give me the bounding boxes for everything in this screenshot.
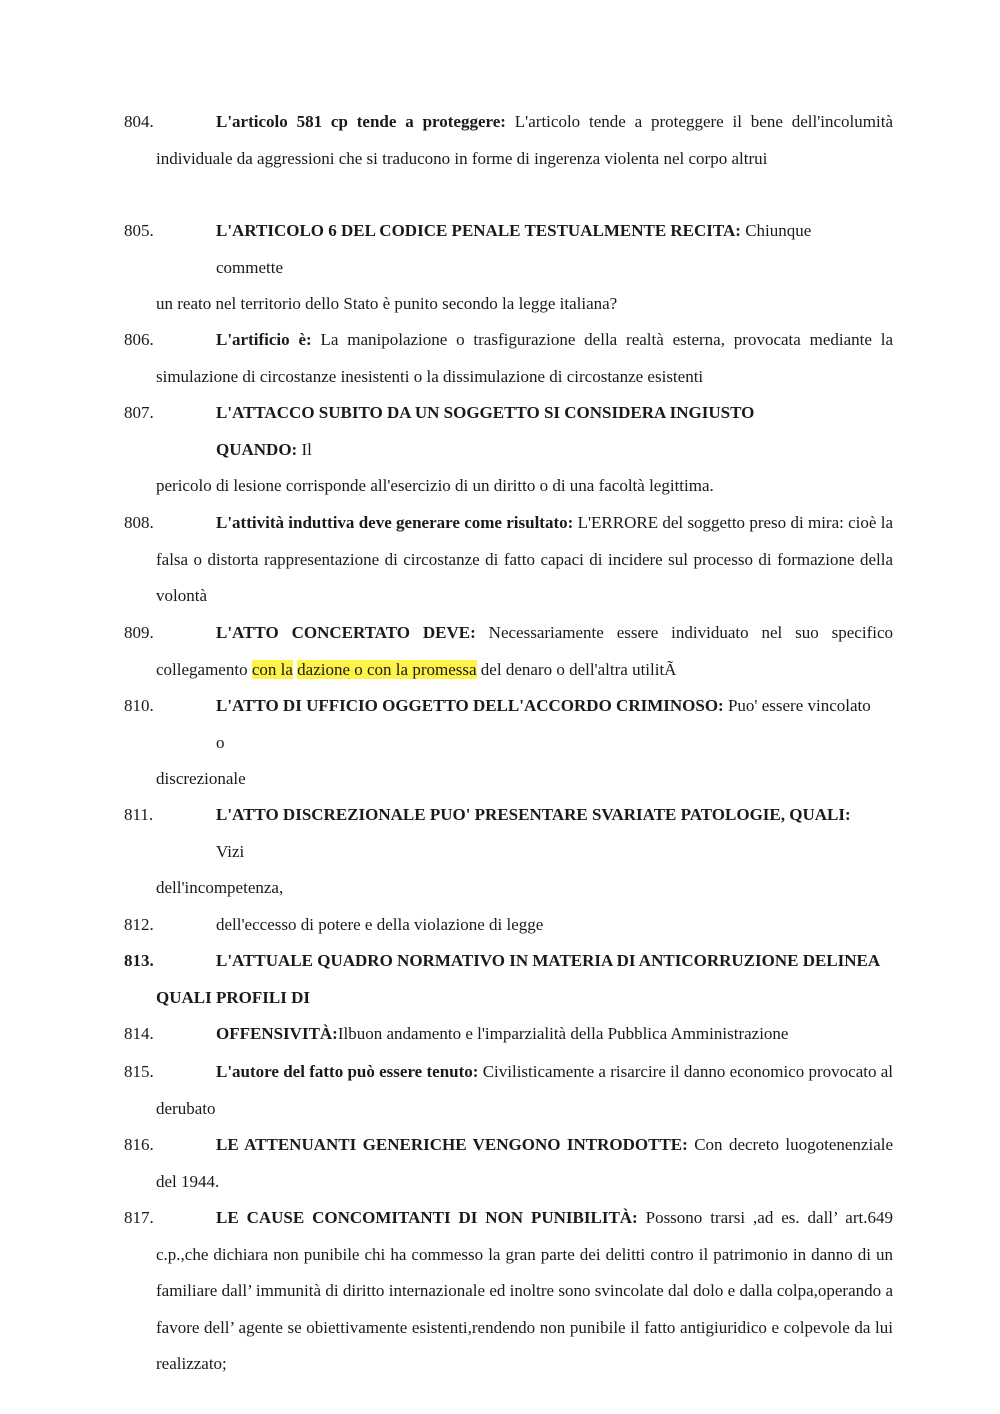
entry-number: 812. — [124, 915, 154, 934]
entry-heading: L'ATTO CONCERTATO DEVE: — [216, 623, 476, 642]
entry-continuation: discrezionale — [156, 769, 246, 788]
entry-text — [156, 943, 893, 1016]
entry-number: 809. — [124, 623, 154, 642]
entry-number: 807. — [124, 403, 154, 422]
entry-text — [156, 1200, 893, 1383]
entry-number: 804. — [124, 112, 154, 131]
entry-continuation: pericolo di lesione corrisponde all'esercizio di un diritto o di una facoltà legittima. — [156, 476, 714, 495]
entry-text — [156, 104, 893, 177]
entry-number: 810. — [124, 696, 154, 715]
entry-body: L'articolo tende a proteggere il bene dell'incolumità individuale da aggressioni che si traducono in forme di ingerenza violenta nel corpo altrui — [156, 112, 893, 168]
entry-heading: LE CAUSE CONCOMITANTI DI NON PUNIBILITÀ: — [216, 1208, 638, 1227]
entry-heading: L'ATTACCO SUBITO DA UN SOGGETTO SI CONSIDERA INGIUSTO — [216, 403, 755, 422]
entry-hanging-line: commette — [216, 257, 284, 277]
entry-number: 817. — [124, 1208, 154, 1227]
entry-body: Puo' essere vincolato — [723, 696, 871, 715]
entry-number: 806. — [124, 330, 154, 349]
entry-heading: OFFENSIVITÀ: — [216, 1024, 338, 1043]
entry-heading: LE ATTENUANTI GENERICHE VENGONO INTRODOTTE: — [216, 1135, 688, 1154]
entry-body: Ilbuon andamento e l'imparzialità della Pubblica Amministrazione — [337, 1024, 789, 1043]
highlighted-text: dazione o con la promessa — [297, 659, 477, 679]
entry-body: La manipolazione o trasfigurazione della realtà esterna, provocata mediante la simulazione di circostanze inesistenti o la dissimulazione di circostanze esistenti — [156, 330, 893, 386]
entry-text — [156, 615, 893, 688]
entry-hanging-line — [216, 432, 312, 469]
entry-text — [156, 1127, 893, 1200]
entry-heading: L'attività induttiva deve generare come risultato: — [216, 513, 574, 532]
entry-number: 816. — [124, 1135, 154, 1154]
entry-body-end: del denaro o dell'altra utilitÃ — [476, 659, 677, 679]
entry-body: Il — [297, 439, 312, 459]
entry-text — [156, 213, 893, 250]
entry-text — [156, 907, 893, 944]
entry-body: dell'eccesso di potere e della violazione di legge — [216, 915, 544, 934]
entry-body: Necessariamente essere individuato nel suo specifico collegamento — [156, 623, 894, 679]
entry-number: 813. — [124, 951, 154, 970]
entry-number: 814. — [124, 1024, 154, 1043]
entry-heading: L'ATTUALE QUADRO NORMATIVO IN MATERIA DI ANTICORRUZIONE DELINEA QUALI PROFILI DI — [156, 951, 880, 1007]
highlighted-text: con la — [251, 659, 293, 679]
entry-body: L'ERRORE del soggetto preso di mira: cioè la falsa o distorta rappresentazione di circostanze di fatto capaci di incidere sul processo di formazione della volontà — [156, 513, 894, 605]
entry-text — [156, 797, 962, 834]
entry-heading: L'artificio è: — [216, 330, 312, 349]
entry-number: 815. — [124, 1062, 154, 1081]
entry-heading: L'ARTICOLO 6 DEL CODICE PENALE TESTUALMENTE RECITA: — [216, 221, 741, 240]
entry-heading: L'articolo 581 cp tende a proteggere: — [216, 112, 506, 131]
entry-heading: L'ATTO DISCREZIONALE PUO' PRESENTARE SVARIATE PATOLOGIE, QUALI: — [216, 805, 851, 824]
entry-text — [156, 395, 893, 432]
entry-number: 805. — [124, 221, 154, 240]
entry-number: 808. — [124, 513, 154, 532]
entry-text — [156, 1016, 893, 1053]
entry-text — [156, 505, 893, 615]
entry-text — [156, 322, 893, 395]
entry-heading: L'autore del fatto può essere tenuto: — [216, 1062, 479, 1081]
entry-body: Chiunque — [740, 221, 812, 240]
entry-heading: L'ATTO DI UFFICIO OGGETTO DELL'ACCORDO CRIMINOSO: — [216, 696, 724, 715]
entry-hanging-line: o — [216, 732, 225, 752]
entry-continuation: dell'incompetenza, — [156, 878, 284, 897]
entry-text — [156, 1054, 893, 1127]
entry-body: Possono trarsi ,ad es. dall’ art.649 c.p.,che dichiara non punibile chi ha commesso la gran parte dei delitti contro il patrimonio in danno di un familiare dall’ immunità di diritto internazionale ed inoltre sono svincolate dal dolo e dalla colpa,operando a favore dell’ agente se obiettivamente esistenti,rendendo non punibile il fatto antigiuridico e colpevole da lui realizzato; — [156, 1208, 893, 1373]
entry-hanging-line: Vizi — [216, 841, 245, 861]
entry-number: 811. — [124, 805, 154, 824]
entry-text — [156, 688, 962, 725]
entry-body: Civilisticamente a risarcire il danno economico provocato al derubato — [156, 1062, 893, 1118]
entry-continuation: un reato nel territorio dello Stato è punito secondo la legge italiana? — [156, 294, 618, 313]
entry-body: Con decreto luogotenenziale del 1944. — [156, 1135, 894, 1191]
entry-heading-cont: QUANDO: — [216, 439, 298, 459]
